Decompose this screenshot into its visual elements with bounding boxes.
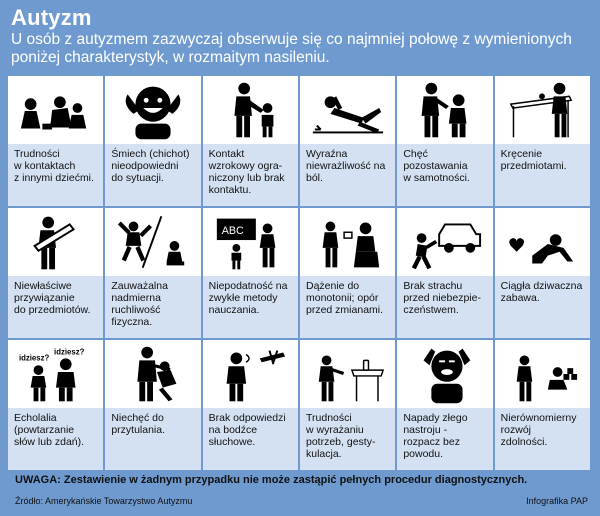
uneven-skills-icon bbox=[495, 340, 590, 408]
item-card bbox=[203, 76, 298, 206]
item-card bbox=[495, 208, 590, 338]
item-card bbox=[300, 208, 395, 338]
item-card bbox=[300, 76, 395, 206]
item-text: Wyraźna niewrażliwość na ból. bbox=[300, 144, 395, 206]
item-card bbox=[105, 76, 200, 206]
characteristics-grid bbox=[8, 76, 590, 470]
avoid-hug-icon bbox=[105, 340, 200, 408]
person-alone-icon bbox=[397, 76, 492, 144]
echolalia-icon bbox=[8, 340, 103, 408]
item-text: Dążenie do monotonii; opór przed zmianami. bbox=[300, 276, 395, 338]
item-card bbox=[203, 208, 298, 338]
car-danger-icon bbox=[397, 208, 492, 276]
item-text: Nierównomierny rozwój zdolności. bbox=[495, 408, 590, 470]
source-note: Źródło: Amerykańskie Towarzystwo Autyzmu bbox=[15, 496, 193, 506]
item-card bbox=[105, 208, 200, 338]
children-interaction-icon bbox=[8, 76, 103, 144]
credit-note: Infografika PAP bbox=[526, 496, 588, 506]
fallen-person-icon bbox=[300, 76, 395, 144]
item-card bbox=[495, 76, 590, 206]
item-card bbox=[8, 208, 103, 338]
routine-icon bbox=[300, 208, 395, 276]
page-title: Autyzm bbox=[11, 5, 92, 30]
holding-object-icon bbox=[8, 208, 103, 276]
page-subtitle: U osób z autyzmem zazwyczaj obserwuje się co najmniej połowę z wymienionych poniżej charakterystyk, w rozmaitym nasileniu. bbox=[11, 31, 572, 66]
item-text: Kręcenie przedmiotami. bbox=[495, 144, 590, 206]
item-text: Kontakt wzrokowy ogra- niczony lub brak kontaktu. bbox=[203, 144, 298, 206]
item-card bbox=[300, 340, 395, 470]
item-card bbox=[397, 76, 492, 206]
item-text: Trudności w kontaktach z innymi dziećmi. bbox=[8, 144, 103, 206]
item-card bbox=[105, 340, 200, 470]
item-text: Niepodatność na zwykłe metody nauczania. bbox=[203, 276, 298, 338]
laughing-face-icon bbox=[105, 76, 200, 144]
item-text: Chęć pozostawania w samotności. bbox=[397, 144, 492, 206]
item-card bbox=[397, 340, 492, 470]
blackboard-icon bbox=[203, 208, 298, 276]
crawling-play-icon bbox=[495, 208, 590, 276]
spinning-object-icon bbox=[495, 76, 590, 144]
warning-note: UWAGA: Zestawienie w żadnym przypadku nie może zastąpić pełnych procedur diagnostycznych. bbox=[15, 474, 528, 486]
no-response-icon bbox=[203, 340, 298, 408]
item-text: Brak odpowiedzi na bodźce słuchowe. bbox=[203, 408, 298, 470]
pointing-gesture-icon bbox=[300, 340, 395, 408]
echolalia-label-1: idziesz? bbox=[18, 353, 49, 363]
item-card bbox=[495, 340, 590, 470]
blackboard-label: ABC bbox=[222, 225, 245, 238]
item-text: Echolalia (powtarzanie słów lub zdań). bbox=[8, 408, 103, 470]
item-text: Napady złego nastroju - rozpacz bez powodu. bbox=[397, 408, 492, 470]
hyperactivity-icon bbox=[105, 208, 200, 276]
item-card bbox=[8, 340, 103, 470]
item-text: Niechęć do przytulania. bbox=[105, 408, 200, 470]
item-card bbox=[8, 76, 103, 206]
item-card bbox=[397, 208, 492, 338]
item-text: Brak strachu przed niebezpie- czeństwem. bbox=[397, 276, 492, 338]
item-text: Trudności w wyrażaniu potrzeb, gesty- kulacja. bbox=[300, 408, 395, 470]
item-text: Niewłaściwe przywiązanie do przedmiotów. bbox=[8, 276, 103, 338]
item-text: Zauważalna nadmierna ruchliwość fizyczna. bbox=[105, 276, 200, 338]
item-text: Śmiech (chichot) nieodpowiedni do sytuacji. bbox=[105, 144, 200, 206]
item-card bbox=[203, 340, 298, 470]
item-text: Ciągła dziwaczna zabawa. bbox=[495, 276, 590, 338]
eye-contact-icon bbox=[203, 76, 298, 144]
echolalia-label-2: idziesz? bbox=[53, 347, 85, 357]
tantrum-icon bbox=[397, 340, 492, 408]
